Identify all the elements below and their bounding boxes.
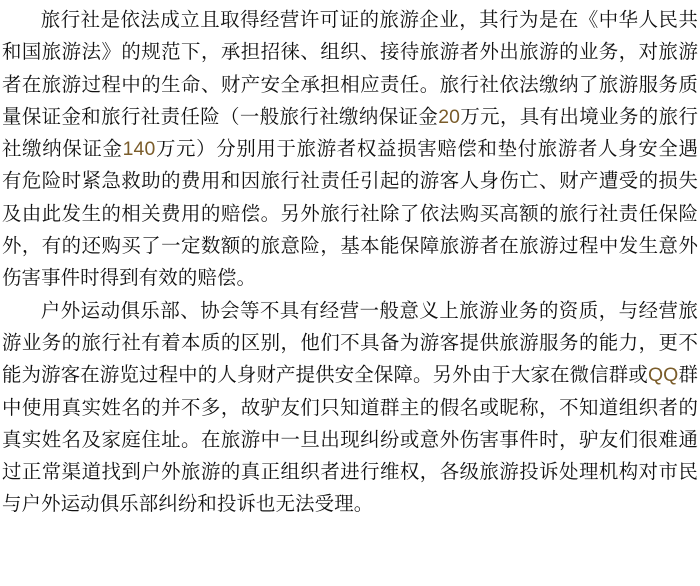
paragraph-outdoor-clubs: [2, 295, 698, 521]
text-segment: 户外运动俱乐部、协会等不具有经营一般意义上旅游业务的资质，与经营旅游业务的旅行社有着本质的区别，他们不具备为游客提供旅游服务的能力，更不能为游客在游览过程中的人身财产提供安全保障。另外由于大家在微信群或: [2, 298, 698, 387]
text-segment: 旅行社是依法成立且取得经营许可证的旅游企业，其行为是在《中华人民共和国旅游法》的规范下，承担招徕、组织、接待旅游者外出旅游的业务，对旅游者在旅游过程中的生命、财产安全承担相应责任。旅行社依法缴纳了旅游服务质量保证金和旅行社责任险（一般旅行社缴纳保证金: [2, 8, 698, 128]
qq-term: QQ: [647, 364, 679, 387]
text-segment: 万元）分别用于旅游者权益损害赔偿和垫付旅游者人身安全遇有危险时紧急救助的费用和因旅行社责任引起的游客人身伤亡、财产遭受的损失及由此发生的相关费用的赔偿。另外旅行社除了依法购买高额的旅行社责任保险外，有的还购买了一定数额的旅意险，基本能保障旅游者在旅游过程中发生意外伤害事件时得到有效的赔偿。: [2, 137, 698, 290]
text-segment: 群中使用真实姓名的并不多，故驴友们只知道群主的假名或昵称，不知道组织者的真实姓名及家庭住址。在旅游中一旦出现纠纷或意外伤害事件时，驴友们很难通过正常渠道找到户外旅游的真正组织者进行维权，各级旅游投诉处理机构对市民与户外运动俱乐部纠纷和投诉也无法受理。: [2, 363, 698, 516]
deposit-amount-outbound: 140: [122, 138, 156, 161]
deposit-amount-domestic: 20: [438, 105, 461, 128]
text-segment: 万元，具有出境业务的旅行社缴纳保证金: [2, 104, 698, 161]
paragraph-travel-agency: [2, 4, 698, 295]
